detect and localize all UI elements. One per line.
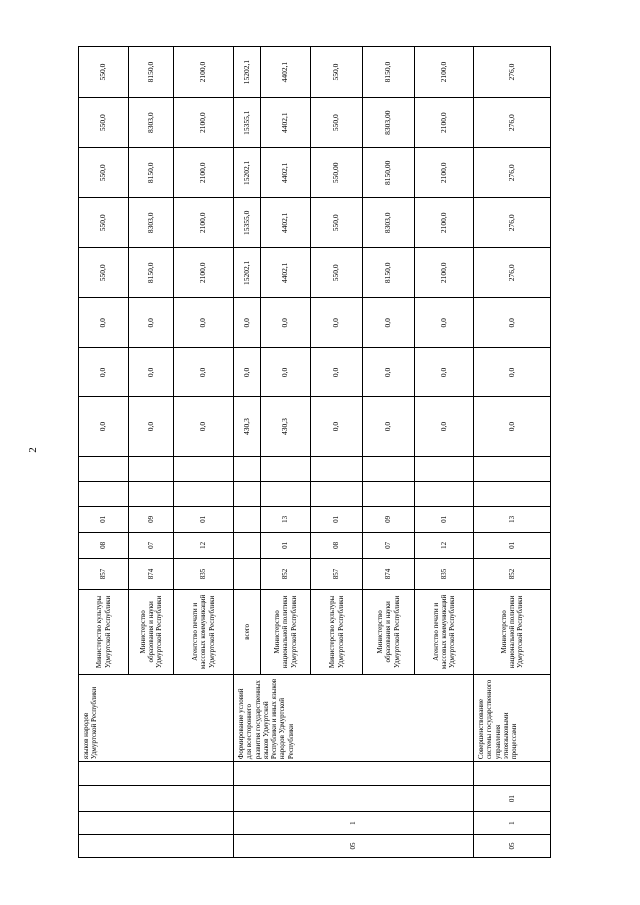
cell-executor: Министерство образования и науки Удмуртской Республики [363,590,415,674]
cell-main-activity [79,812,234,835]
cell-cs [474,481,551,506]
cell-value: 0,0 [311,348,363,397]
cell-value: 8303,0 [129,98,174,148]
cell-main-activity: 1 [474,812,551,835]
cell-pr: 01 [174,506,234,532]
cell-executor: Министерство национальной политики Удмуртской Республики [474,590,551,674]
cell-value: 2100,0 [174,198,234,248]
cell-pr: 01 [311,506,363,532]
cell-value: 0,0 [415,298,474,348]
cell-value: 0,0 [129,348,174,397]
cell-value: 550,0 [311,98,363,148]
cell-vr [415,456,474,481]
cell-value: 2100,0 [415,248,474,298]
page-number: 2 [26,447,39,453]
cell-value: 0,0 [129,397,174,456]
cell-grbs: 852 [474,558,551,589]
cell-rz: 01 [261,532,311,558]
cell-value: 8150,0 [363,248,415,298]
cell-value: 0,0 [234,348,261,397]
cell-pr: 01 [415,506,474,532]
cell-value: 4402,1 [261,98,311,148]
cell-name: Формирование условий для всестороннего развития государственных языков Удмуртской Республики и иных языков народов Удмуртской Республики [234,674,474,762]
rotated-table-wrapper [78,46,550,858]
cell-activity [79,786,234,812]
cell-executor: Министерство культуры Удмуртской Республики [79,590,129,674]
cell-value: 2100,0 [415,148,474,198]
cell-main-activity: 1 [234,812,474,835]
cell-vr [474,456,551,481]
cell-value: 550,0 [311,47,363,98]
cell-pr: 09 [129,506,174,532]
cell-rz [234,532,261,558]
cell-executor: Агентство печати и массовых коммуникаций Удмуртской Республики [415,590,474,674]
cell-rz: 12 [415,532,474,558]
cell-vr [363,456,415,481]
cell-value: 0,0 [79,348,129,397]
table-stage [78,46,550,858]
cell-rz: 01 [474,532,551,558]
cell-value: 0,0 [474,348,551,397]
cell-value: 276,0 [474,248,551,298]
cell-executor: Министерство образования и науки Удмуртской Республики [129,590,174,674]
cell-cs [174,481,234,506]
table-row [79,47,129,858]
cell-extra [79,762,234,786]
cell-value: 550,0 [79,148,129,198]
cell-extra [234,762,474,786]
cell-grbs: 835 [415,558,474,589]
cell-subprogram: 05 [234,835,474,858]
cell-value: 0,0 [474,298,551,348]
cell-activity: 01 [474,786,551,812]
cell-value: 276,0 [474,198,551,248]
cell-cs [129,481,174,506]
cell-pr: 01 [79,506,129,532]
cell-value: 4402,1 [261,198,311,248]
cell-value: 430,3 [234,397,261,456]
cell-vr [79,456,129,481]
cell-value: 0,0 [363,397,415,456]
cell-rz: 12 [174,532,234,558]
cell-value: 0,0 [234,298,261,348]
cell-value: 15202,1 [234,47,261,98]
cell-value: 0,0 [79,397,129,456]
cell-value: 276,0 [474,47,551,98]
cell-value: 0,0 [261,348,311,397]
cell-value: 15202,1 [234,248,261,298]
cell-value: 4402,1 [261,148,311,198]
cell-executor: Министерство культуры Удмуртской Республики [311,590,363,674]
cell-value: 276,0 [474,98,551,148]
cell-rz: 07 [363,532,415,558]
cell-value: 550,0 [79,248,129,298]
cell-value: 0,0 [79,298,129,348]
cell-vr [174,456,234,481]
cell-value: 0,0 [174,348,234,397]
cell-value: 8150,0 [129,248,174,298]
cell-grbs: 835 [174,558,234,589]
cell-pr: 09 [363,506,415,532]
cell-value: 0,0 [363,348,415,397]
cell-value: 8150,0 [129,148,174,198]
cell-pr: 13 [474,506,551,532]
cell-grbs: 874 [129,558,174,589]
cell-name: Совершенствование системы государственного управления этноязыковыми процессами [474,674,551,762]
cell-value: 15202,1 [234,148,261,198]
cell-cs [79,481,129,506]
cell-value: 8150,00 [363,148,415,198]
cell-value: 0,0 [474,397,551,456]
cell-value: 15355,1 [234,98,261,148]
cell-cs [363,481,415,506]
cell-cs [311,481,363,506]
cell-cs [261,481,311,506]
cell-activity [234,786,474,812]
cell-value: 0,0 [174,397,234,456]
cell-value: 0,0 [311,298,363,348]
cell-name: языков народов Удмуртской Республики [79,674,234,762]
cell-value: 2100,0 [415,198,474,248]
cell-value: 550,0 [79,47,129,98]
table-row [474,47,551,858]
cell-value: 2100,0 [174,98,234,148]
cell-value: 0,0 [261,298,311,348]
cell-value: 8303,0 [129,198,174,248]
cell-extra [474,762,551,786]
cell-value: 550,0 [311,248,363,298]
cell-subprogram [79,835,234,858]
cell-rz: 08 [79,532,129,558]
cell-value: 8303,0 [363,198,415,248]
cell-value: 4402,1 [261,47,311,98]
cell-cs [234,481,261,506]
cell-value: 2100,0 [174,248,234,298]
cell-value: 8303,00 [363,98,415,148]
cell-value: 4402,1 [261,248,311,298]
cell-value: 0,0 [311,397,363,456]
cell-subprogram: 05 [474,835,551,858]
cell-grbs: 857 [79,558,129,589]
cell-value: 0,0 [174,298,234,348]
cell-value: 0,0 [415,397,474,456]
cell-value: 2100,0 [415,98,474,148]
cell-value: 2100,0 [415,47,474,98]
cell-grbs: 852 [261,558,311,589]
cell-grbs: 874 [363,558,415,589]
cell-value: 550,00 [311,148,363,198]
cell-vr [129,456,174,481]
cell-pr: 13 [261,506,311,532]
cell-value: 550,0 [79,98,129,148]
cell-value: 8150,0 [363,47,415,98]
cell-value: 550,0 [311,198,363,248]
cell-executor: Агентство печати и массовых коммуникаций Удмуртской Республики [174,590,234,674]
cell-executor: Министерство национальной политики Удмуртской Республики [261,590,311,674]
table-row [234,47,261,858]
cell-grbs: 857 [311,558,363,589]
cell-value: 0,0 [129,298,174,348]
cell-executor: всего [234,590,261,674]
cell-value: 0,0 [363,298,415,348]
cell-value: 2100,0 [174,148,234,198]
cell-vr [311,456,363,481]
cell-cs [415,481,474,506]
cell-pr [234,506,261,532]
cell-rz: 07 [129,532,174,558]
budget-table [78,46,551,858]
cell-value: 276,0 [474,148,551,198]
cell-rz: 08 [311,532,363,558]
cell-value: 2100,0 [174,47,234,98]
cell-value: 430,3 [261,397,311,456]
cell-grbs [234,558,261,589]
cell-vr [261,456,311,481]
cell-value: 15355,0 [234,198,261,248]
cell-vr [234,456,261,481]
cell-value: 550,0 [79,198,129,248]
cell-value: 0,0 [415,348,474,397]
cell-value: 8150,0 [129,47,174,98]
